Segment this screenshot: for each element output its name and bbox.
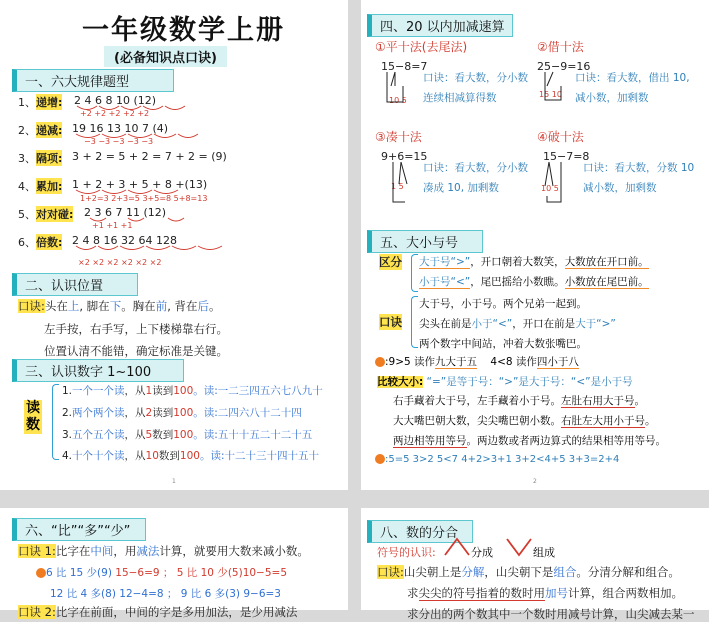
method-4-split: 10 5 [541,184,559,193]
section-heading-split-combine: 八、数的分合 [367,520,473,543]
read-label: 读数 [26,400,40,433]
section-heading-fast-calc: 四、20 以内加减速算 [367,14,513,37]
split-label: 分成 [471,546,493,559]
distinguish-bracket [411,254,418,292]
method-3-rhyme-1: 口诀：看大数，分小数 [423,162,528,174]
rhyme-line-1: 大于号，小于号。两个兄弟一起到。 [419,298,587,310]
pattern-arcs [0,0,348,270]
pattern-label: 隔项: [36,152,63,165]
page-subtitle: (必备知识点口诀) [104,46,227,67]
method-1-title: ①平十法(去尾法) [375,40,468,54]
position-rhyme-line-2: 左手按，右手写，上下楼梯靠右行。 [44,322,228,336]
read-line-3: 3.五个五个读，从5数到100。读:五十十五二十二十五 [62,429,313,441]
position-rhyme-line-3: 位置认清不能错，确定标准是关键。 [44,344,228,358]
rhyme-label: 口诀 [379,315,402,329]
pattern-label: 对对碰: [36,208,74,221]
compare-line-1: 右手藏着大于号，左手藏着小于号。左肚右用大于号。 [393,395,645,407]
method-2-title: ②借十法 [537,40,584,54]
page-number: 2 [533,478,537,485]
section-heading-numbers: 三、认识数字 1~100 [12,359,184,382]
greater-rule: 大于号“>”，开口朝着大数笑，大数放在开口前。 [419,256,649,268]
rhyme-bracket [411,296,418,348]
bullet-dot [375,454,385,464]
read-line-1: 1.一个一个读，从1读到100。读:一二三四五六七八九十 [62,385,323,397]
pattern-label: 递增: [36,96,63,109]
rhyme-line-2: 尖头在前是小于“<”，开口在前是大于“>” [419,318,616,330]
example-2: 12 比 4 多(8) 12−4=8 ； 9 比 6 多(3) 9−6=3 [50,588,281,600]
method-1-equation: 15−8=7 [381,60,428,73]
example-line-1: :9>5 读作九大于五 4<8 读作四小于八 [375,354,579,369]
read-bracket [52,384,59,460]
section-heading-compare-signs: 五、大小与号 [367,230,483,253]
method-4-rhyme-1: 口诀：看大数，分数 10 [583,162,695,174]
method-2-split: 15 10 [539,90,562,99]
rhyme-line-3: 求分出的两个数其中一个数时用减号计算，山尖减去某一 [407,607,695,621]
distinguish-label: 区分 [379,255,402,269]
method-3-split: 1 5 [391,182,404,191]
method-1-rhyme-1: 口诀：看大数，分小数 [423,72,528,84]
page-3 [0,508,348,619]
split-sign-icon [445,539,469,555]
rhyme-2-line: 口诀 2:比字在前面，中间的字是多用加法，是少用减法 [18,605,298,619]
rhyme-1-line: 口诀 1:比字在中间，用减法计算，就要用大数来减小数。 [18,544,309,558]
compare-heading: 比较大小: “=”是等于号：“>”是大于号：“<”是小于号 [377,376,633,388]
method-3-title: ③凑十法 [375,130,422,144]
example-line-2: :5=5 3>2 5<7 4+2>3+1 3+2<4+5 3+3=2+4 [375,454,619,465]
method-4-title: ④破十法 [537,130,584,144]
sign-legend: 符号的认识: [377,546,436,559]
page-1: 一年级数学上册 (必备知识点口诀) 一、六大规律题型 1、 递增: 2 4 6 8 10 (12) +2 +2 +2 +2 +2 2、 递减: 19 16 13 10 7 (4) −3 −3 −3 −3 −3 3、 隔项: 3 + 2 = 5 + 2 = 7 + 2 = (9) 4、 累加: 1 + 2 + 3 + 5 + 8 +(13) 1+2=3 2+3=5 3+5=8 5+8=13 5、 对对碰: 2 3 6 7 11 (12) +1 +1 +1 6、 倍数: 2 4 8 16 32 64 128 ×2 ×2 ×2 ×2 ×2 ×2 二、认识位置 口诀:头在上, 脚在下。胸在前, 背在后。 左手按，右手写，上下楼梯靠右行。 位置认清不能错，确定标准是关键。 三、认识数字 1~100 读数 1.一个一个读，从1读到100。读:一二三四五六七八九十 2.两个两个读，从2读到100。读:二四六八十二十四 3.五个五个读，从5数到100。读:五十十五二十二十五 4.十个十个读，从10数到100。读:十二十三十四十五十 1 [0,0,348,490]
pattern-label: 累加: [36,180,63,193]
bullet-dot [36,568,46,578]
read-line-4: 4.十个十个读，从10数到100。读:十二十三十四十五十 [62,450,319,462]
bullet-dot [375,357,385,367]
example-1: 6 比 15 少(9) 15−6=9 ； 5 比 10 少(5)10−5=5 [36,565,287,580]
position-rhyme-line-1: 口诀:头在上, 脚在下。胸在前, 背在后。 [18,299,221,313]
split-diagrams [361,0,709,220]
compare-line-2: 大大嘴巴朝大数，尖尖嘴巴朝小数。右肚左大用小于号。 [393,415,656,427]
section-heading-patterns: 一、六大规律题型 [12,69,174,92]
pattern-label: 倍数: [36,236,63,249]
method-1-split: 10 5 [389,96,407,105]
less-rule: 小于号“<”，尾巴摇给小数瞧。小数放在尾巴前。 [419,276,649,288]
method-2-rhyme-1: 口诀：看大数，借出 10, [575,72,690,84]
section-heading-position: 二、认识位置 [12,273,138,296]
method-2-equation: 25−9=16 [537,60,591,73]
page-number: 1 [172,478,176,485]
method-3-rhyme-2: 凑成 10, 加剩数 [423,182,499,194]
method-4-equation: 15−7=8 [543,150,590,163]
rhyme-line-2: 求尖尖的符号指着的数时用加号计算，组合两数相加。 [407,586,683,600]
method-3-equation: 9+6=15 [381,150,428,163]
method-4-rhyme-2: 减小数，加剩数 [583,182,657,194]
rhyme-line-3: 两个数字中间站，冲着大数张嘴巴。 [419,338,587,350]
pattern-label: 递减: [36,124,63,137]
read-line-2: 2.两个两个读，从2读到100。读:二四六八十二十四 [62,407,302,419]
page-4 [361,508,709,621]
method-2-rhyme-2: 减小数，加剩数 [575,92,649,104]
page-2 [361,0,709,490]
combine-sign-icon [507,539,531,555]
combine-label: 组成 [533,546,555,559]
section-heading-compare-more-less: 六、“比”“多”“少” [12,518,146,541]
compare-line-3: 两边相等用等号。两边数或者两边算式的结果相等用等号。 [393,435,666,447]
rhyme-line-1: 口诀:山尖朝上是分解，山尖朝下是组合。分清分解和组合。 [377,565,680,579]
page-title: 一年级数学上册 [82,15,285,46]
method-1-rhyme-2: 连续相减算得数 [423,92,497,104]
